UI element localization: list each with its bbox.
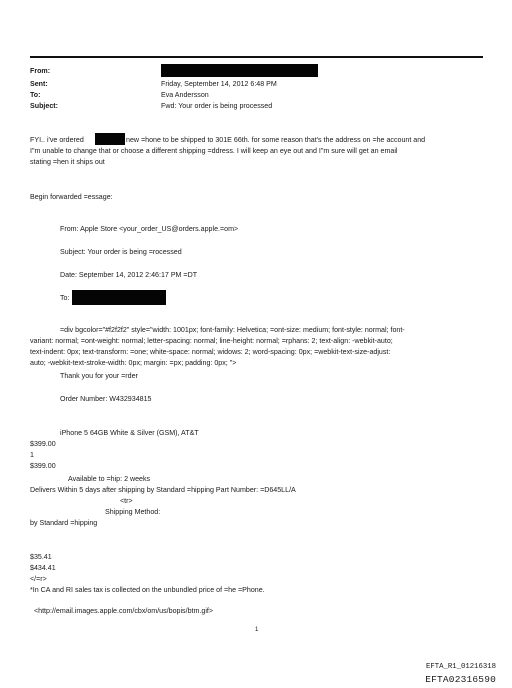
- subject-value: Fwd: Your order is being processed: [161, 102, 273, 110]
- redacted-fwd-to: [72, 290, 166, 305]
- html-line-2: variant: normal; =ont-weight: normal; letter-spacing: normal; line-height: normal; =rphans: 2; text-align: -webkit-auto;: [30, 337, 393, 345]
- shipping-method: Shipping Method:: [105, 508, 161, 516]
- to-value: Eva Andersson: [161, 91, 209, 99]
- sent-value: Friday, September 14, 2012 6:48 PM: [161, 80, 277, 88]
- sent-label: Sent:: [30, 80, 48, 88]
- fwd-to-label: To:: [60, 294, 70, 302]
- thanks-line: Thank you for your =rder: [60, 372, 138, 380]
- by-standard-shipping: by Standard =hipping: [30, 519, 98, 527]
- intro-line-1a: FYI.. i've ordered: [30, 136, 84, 144]
- price-2: $399.00: [30, 462, 56, 470]
- price-1: $399.00: [30, 440, 56, 448]
- intro-line-3: stating =hen it ships out: [30, 158, 105, 166]
- header-rule: [30, 56, 483, 58]
- page-number: 1: [255, 627, 259, 633]
- intro-line-1b: new =hone to be shipped to 301E 66th. for some reason that's the address on =he account and: [126, 136, 426, 144]
- intro-line-2: I"m unable to change that or choose a different shipping =ddress. I will keep an eye out and I"m sure will get an email: [30, 147, 398, 155]
- total-amount: $434.41: [30, 564, 56, 572]
- redacted-intro: [95, 133, 125, 145]
- html-line-1: =div bgcolor="#f2f2f2" style="width: 1001px; font-family: Helvetica; =ont-size: medium; font-style: normal; font-: [60, 326, 405, 334]
- tax-amount: $35.41: [30, 553, 52, 561]
- subject-label: Subject:: [30, 102, 58, 110]
- fwd-subject: Subject: Your order is being =rocessed: [60, 248, 182, 256]
- delivers-line: Delivers Within 5 days after shipping by Standard =hipping Part Number: =D645LL/A: [30, 486, 296, 494]
- html-line-3: text-indent: 0px; text-transform: =one; white-space: normal; widows: 2; word-spacing: 0px; =webkit-text-size-adjust:: [30, 348, 391, 356]
- ca-tax-note: *In CA and RI sales tax is collected on the unbundled price of =he =Phone.: [30, 586, 265, 594]
- close-tr-tag: </=r>: [30, 575, 47, 583]
- fwd-from: From: Apple Store <your_order_US@orders.apple.=om>: [60, 225, 239, 233]
- fwd-date: Date: September 14, 2012 2:46:17 PM =DT: [60, 271, 198, 279]
- quantity: 1: [30, 451, 34, 459]
- availability: Available to =hip: 2 weeks: [68, 475, 151, 483]
- image-url: <http://email.images.apple.com/cbx/om/us/bopis/btm.gif>: [34, 607, 214, 615]
- to-label: To:: [30, 91, 41, 99]
- begin-forwarded: Begin forwarded =essage:: [30, 193, 113, 201]
- html-line-4: auto; -webkit-text-stroke-width: 0px; margin: =px; padding: 0px; ">: [30, 359, 237, 367]
- from-label: From:: [30, 67, 51, 75]
- tr-tag: <tr>: [120, 497, 133, 505]
- footer-id-small: EFTA_R1_01216318: [425, 663, 496, 671]
- order-number: Order Number: W432934815: [60, 395, 152, 403]
- product-line: iPhone 5 64GB White & Silver (GSM), AT&T: [60, 429, 199, 437]
- footer-id-large: EFTA02316590: [425, 674, 496, 685]
- redacted-from: [161, 64, 318, 77]
